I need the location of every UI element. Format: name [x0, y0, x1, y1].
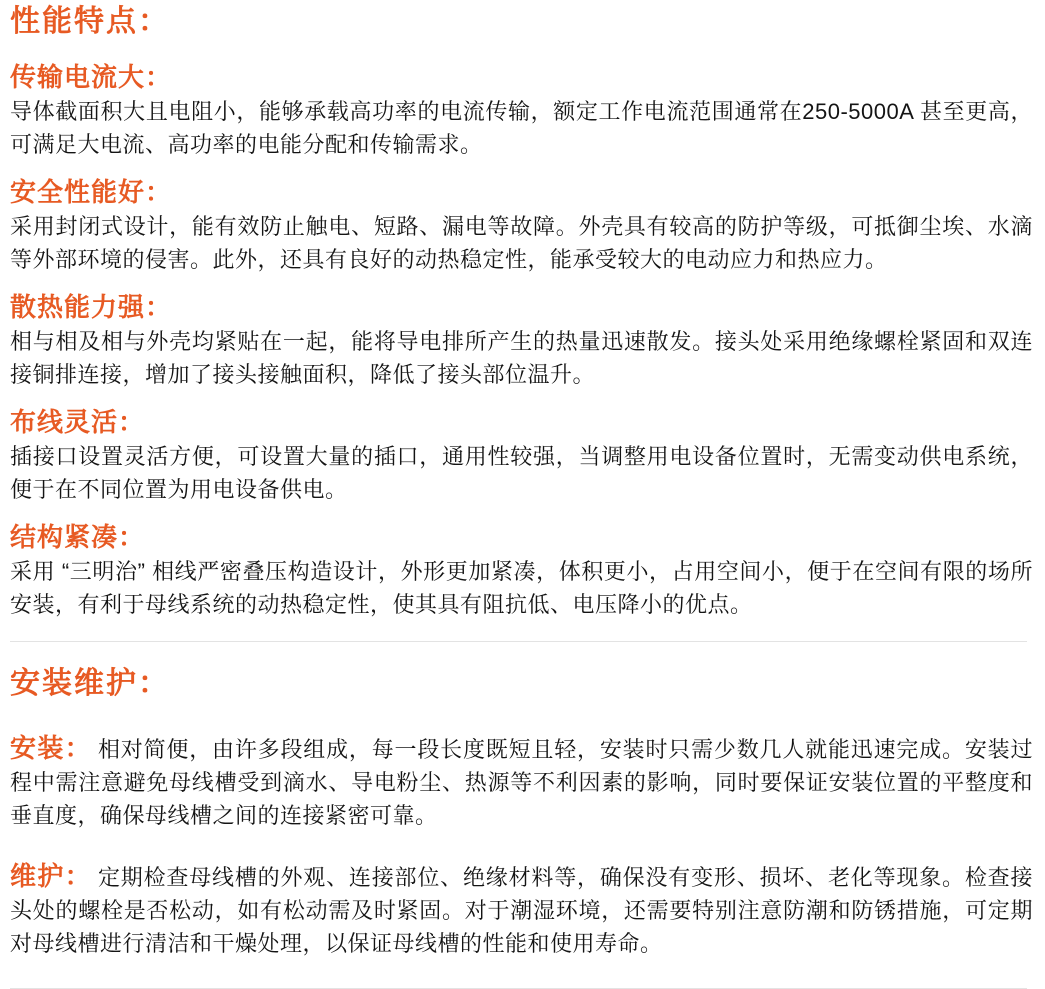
section-divider [10, 641, 1027, 642]
maintain-paragraph [10, 860, 1033, 960]
maintain-body: 定期检查母线槽的外观、连接部位、绝缘材料等，确保没有变形、损坏、老化等现象。检查接头处的螺栓是否松动，如有松动需及时紧固。对于潮湿环境，还需要特别注意防潮和防锈措施，可定期对母线槽进行清洁和干燥处理，以保证母线槽的性能和使用寿命。 [10, 865, 1033, 956]
page-title: 性能特点： [10, 5, 170, 38]
maintenance-title: 安装维护： [10, 667, 170, 700]
feature-body-wiring: 插接口设置灵活方便，可设置大量的插口，通用性较强，当调整用电设备位置时，无需变动供电系统，便于在不同位置为用电设备供电。 [10, 444, 1033, 502]
feature-section-compact [10, 522, 1033, 621]
feature-body-current: 导体截面积大且电阻小，能够承载高功率的电流传输，额定工作电流范围通常在250-5000A 甚至更高，可满足大电流、高功率的电能分配和传输需求。 [10, 99, 1033, 157]
install-body: 相对简便，由许多段组成，每一段长度既短且轻，安装时只需少数几人就能迅速完成。安装过程中需注意避免母线槽受到滴水、导电粉尘、热源等不利因素的影响，同时要保证安装位置的平整度和垂直度，确保母线槽之间的连接紧密可靠。 [10, 737, 1033, 828]
feature-body-compact: 采用 “三明治” 相线严密叠压构造设计，外形更加紧凑，体积更小，占用空间小，便于在空间有限的场所安装，有利于母线系统的动热稳定性，使其具有阻抗低、电压降小的优点。 [10, 559, 1033, 617]
feature-section-wiring [10, 407, 1033, 506]
feature-body-heat: 相与相及相与外壳均紧贴在一起，能将导电排所产生的热量迅速散发。接头处采用绝缘螺栓紧固和双连接铜排连接，增加了接头接触面积，降低了接头部位温升。 [10, 329, 1033, 387]
feature-heading-safety: 安全性能好： [10, 177, 173, 207]
install-paragraph [10, 732, 1033, 832]
feature-section-safety [10, 177, 1033, 276]
maintain-label: 维护： [10, 861, 92, 891]
feature-section-heat [10, 292, 1033, 391]
feature-heading-heat: 散热能力强： [10, 292, 173, 322]
install-label: 安装： [10, 733, 92, 763]
feature-body-safety: 采用封闭式设计，能有效防止触电、短路、漏电等故障。外壳具有较高的防护等级，可抵御尘埃、水滴等外部环境的侵害。此外，还具有良好的动热稳定性，能承受较大的电动应力和热应力。 [10, 214, 1033, 272]
feature-heading-compact: 结构紧凑： [10, 522, 146, 552]
feature-section-current [10, 62, 1033, 161]
feature-heading-wiring: 布线灵活： [10, 407, 146, 437]
feature-heading-current: 传输电流大： [10, 62, 173, 92]
